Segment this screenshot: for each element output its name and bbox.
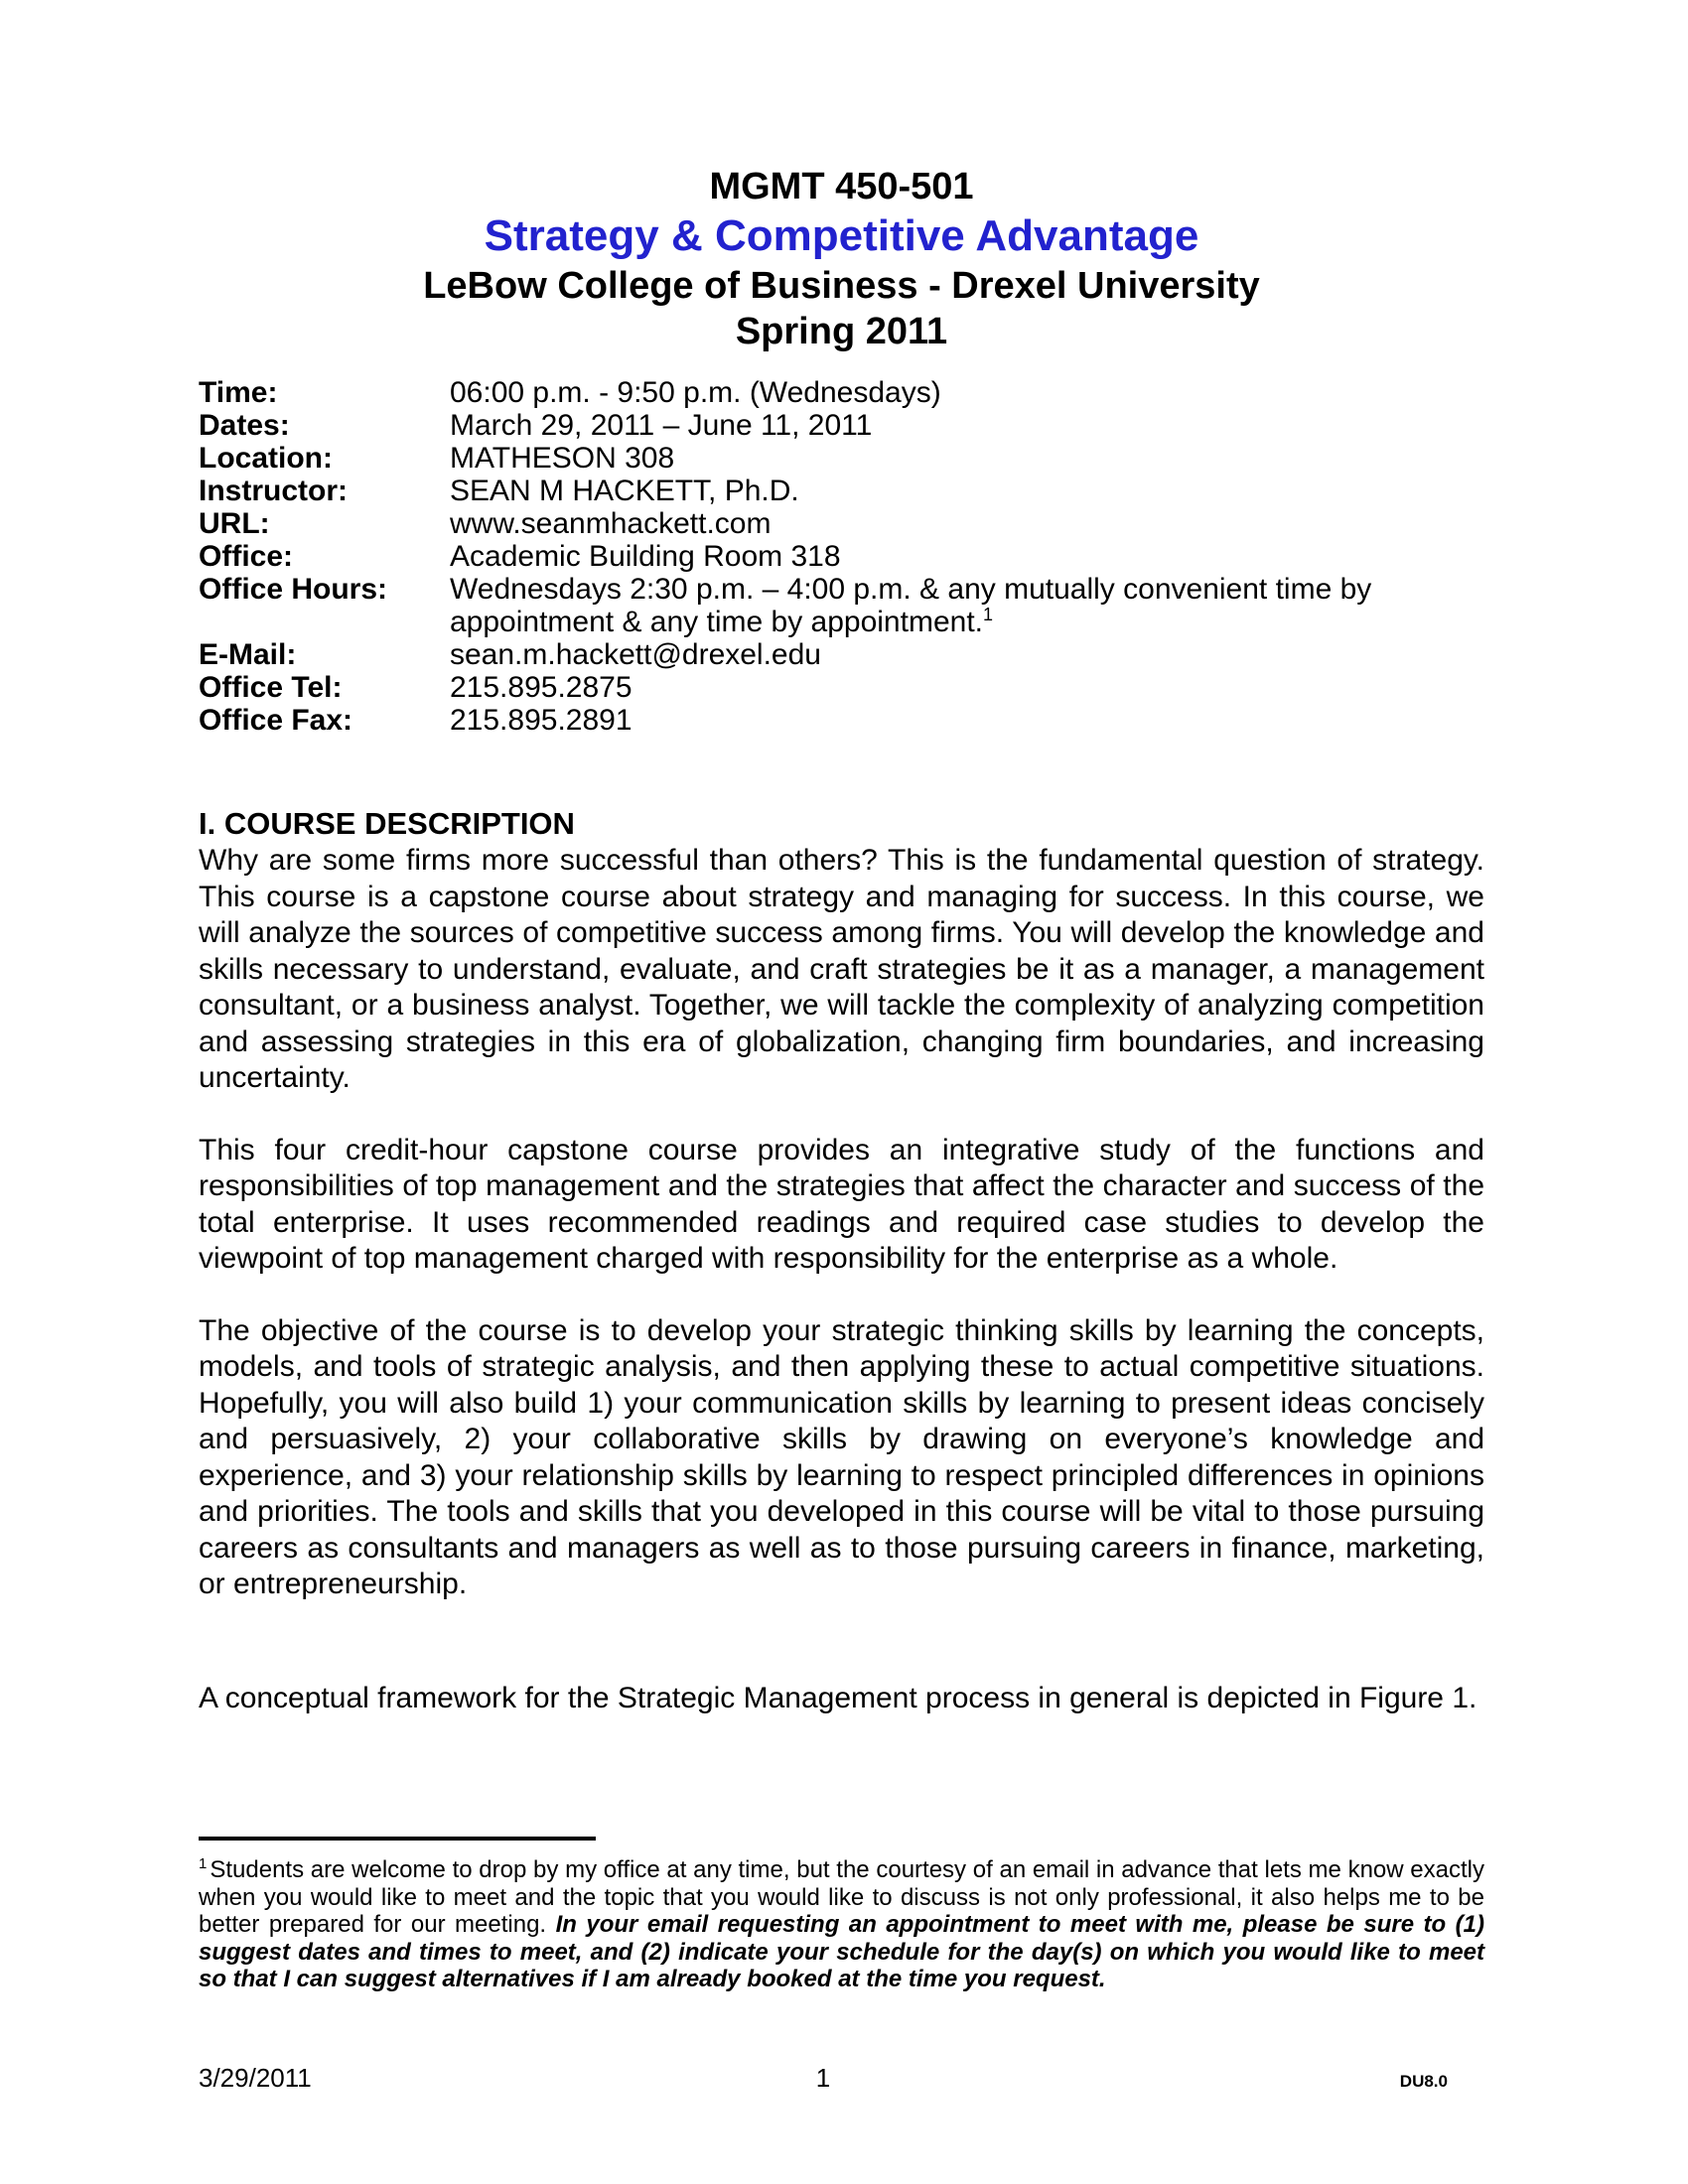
info-label: Office: [199, 540, 294, 573]
info-label: URL: [199, 507, 270, 540]
footnote-text [199, 1856, 1484, 1993]
info-label: Location: [199, 442, 333, 475]
course-description-paragraph-3: The objective of the course is to develop your strategic thinking skills by learning the concepts, models, and tools of strategic analysis, and then applying these to actual competitive situations. Hopefully, you will also build 1) your communication skills by learning to present ideas concisely and persuasively, 2) your collaborative skills by drawing on everyone’s knowledge and experience, and 3) your relationship skills by learning to respect principled differences in opinions and priorities. The tools and skills that you developed in this course will be vital to those pursuing careers as consultants and managers as well as to those pursuing careers in finance, marketing, or entrepreneurship. [199, 1313, 1484, 1600]
document-header [199, 164, 1484, 354]
info-label: E-Mail: [199, 638, 297, 671]
info-label: Instructor: [199, 475, 348, 507]
info-value [450, 573, 1484, 638]
info-row-dates [199, 409, 1484, 442]
course-title: Strategy & Competitive Advantage [484, 211, 1199, 260]
info-value: March 29, 2011 – June 11, 2011 [450, 409, 873, 442]
course-description-paragraph-2: This four credit-hour capstone course provides an integrative study of the functions and responsibilities of top management and the strategies that affect the character and success of the total enterprise. It uses recommended readings and required case studies to develop the viewpoint of top management charged with responsibility for the enterprise as a whole. [199, 1133, 1484, 1275]
info-value: SEAN M HACKETT, Ph.D. [450, 475, 799, 507]
course-description-heading: I. COURSE DESCRIPTION [199, 806, 575, 841]
info-value: 215.895.2875 [450, 671, 633, 704]
info-row-time [199, 376, 1484, 409]
footer-date: 3/29/2011 [199, 2063, 312, 2093]
footer-version: DU8.0 [1399, 2072, 1448, 2091]
info-row-office-fax [199, 704, 1484, 737]
info-label: Time: [199, 376, 278, 409]
info-row-email [199, 638, 1484, 671]
info-label: Office Fax: [199, 704, 353, 737]
info-value: MATHESON 308 [450, 442, 675, 475]
footnote-block [199, 1837, 1484, 1993]
footer-page-number: 1 [815, 2063, 831, 2093]
course-code: MGMT 450-501 [709, 166, 974, 207]
course-description-paragraph-1: Why are some firms more successful than others? This is the fundamental question of strategy. This course is a capstone course about strategy and managing for success. In this course, we will analyze the sources of competitive success among firms. You will develop the knowledge and skills necessary to understand, evaluate, and craft strategies be it as a manager, a management consultant, or a business analyst. Together, we will tackle the complexity of analyzing competition and assessing strategies in this era of globalization, changing firm boundaries, and increasing uncertainty. [199, 844, 1484, 1094]
info-value: 215.895.2891 [450, 704, 633, 737]
info-row-office [199, 540, 1484, 573]
info-value: Academic Building Room 318 [450, 540, 841, 573]
page-footer [199, 2063, 1489, 2094]
instructor-url: www.seanmhackett.com [450, 507, 772, 540]
info-value: 06:00 p.m. - 9:50 p.m. (Wednesdays) [450, 376, 941, 409]
footnote-separator [199, 1837, 596, 1841]
footnote-emphasis-text: In your email requesting an appointment to meet with me, please be sure to (1) suggest dates and times to meet, and (2) indicate your schedule for the day(s) on which you would like to meet so that I can suggest alternatives if I am already booked at the time you request. [199, 1911, 1485, 1992]
info-row-office-tel [199, 671, 1484, 704]
institution-name: LeBow College of Business - Drexel University [423, 265, 1260, 307]
course-description-section [199, 806, 1484, 1716]
footnote-normal-text: Students are welcome to drop by my office at any time, but the courtesy of an email in advance that lets me know exactly when you would like to meet and the topic that you would like to discuss is not only professional, it also helps me to be better prepared for our meeting. [199, 1856, 1484, 1938]
office-hours-text: Wednesdays 2:30 p.m. – 4:00 p.m. & any mutually convenient time by appointment & any time by appointment. [450, 573, 1372, 638]
course-info-table [199, 376, 1484, 737]
info-row-instructor [199, 475, 1484, 507]
footnote-reference: 1 [982, 605, 993, 624]
info-label: Office Hours: [199, 573, 388, 606]
info-row-url [199, 507, 1484, 540]
info-label: Dates: [199, 409, 290, 442]
instructor-email: sean.m.hackett@drexel.edu [450, 638, 821, 671]
course-description-paragraph-4: A conceptual framework for the Strategic Management process in general is depicted in Figure 1. [199, 1681, 1477, 1714]
footnote-marker: 1 [199, 1855, 208, 1872]
info-row-location [199, 442, 1484, 475]
info-row-office-hours [199, 573, 1484, 638]
term: Spring 2011 [735, 311, 948, 352]
info-label: Office Tel: [199, 671, 343, 704]
